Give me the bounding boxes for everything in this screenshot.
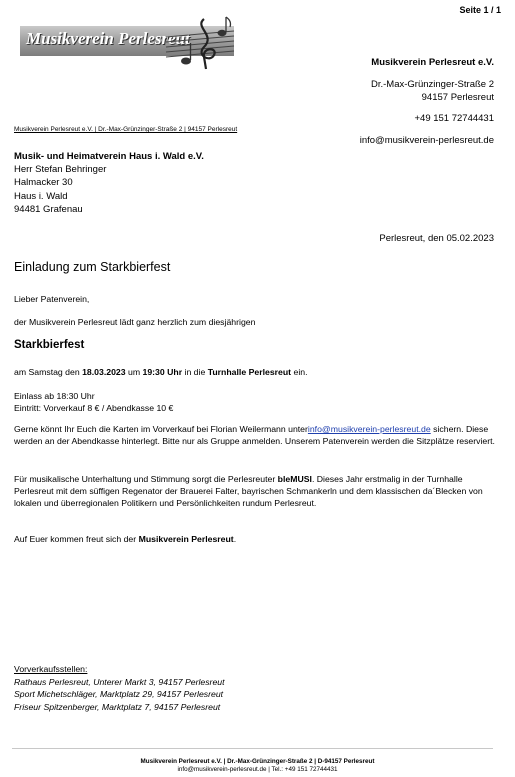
footer-divider <box>12 748 493 749</box>
closing-line <box>14 533 498 545</box>
greeting: Lieber Patenverein, <box>14 294 90 304</box>
intro-text: der Musikverein Perlesreut lädt ganz herzlich zum diesjährigen <box>14 317 256 327</box>
ticket-prices: Eintritt: Vorverkauf 8 € / Abendkasse 10 € <box>14 403 174 413</box>
sender-email[interactable]: info@musikverein-perlesreut.de <box>359 135 494 146</box>
recipient-place: Haus i. Wald <box>14 190 68 202</box>
sender-phone: +49 151 72744431 <box>414 113 494 124</box>
page-number: Seite 1 / 1 <box>459 5 501 15</box>
presale-item: Sport Michetschläger, Marktplatz 29, 94157 Perlesreut <box>14 689 224 699</box>
tickets-email-link[interactable]: info@musikverein-perlesreut.de <box>307 424 431 434</box>
band-name: bleMUSI <box>277 474 312 484</box>
recipient-street: Halmacker 30 <box>14 177 73 189</box>
logo-text: Musikverein Perlesreut <box>26 29 190 48</box>
event-date: 18.03.2023 <box>82 367 126 377</box>
presale-item: Rathaus Perlesreut, Unterer Markt 3, 94157 Perlesreut <box>14 676 225 687</box>
event-time: 19:30 Uhr <box>142 367 183 377</box>
admission-info <box>14 390 498 414</box>
event-title: Starkbierfest <box>14 339 85 351</box>
recipient-person: Herr Stefan Behringer <box>14 164 107 176</box>
closing-signature: Musikverein Perlesreut <box>138 534 234 544</box>
letter-subject: Einladung zum Starkbierfest <box>14 260 171 274</box>
letter-date: Perlesreut, den 05.02.2023 <box>379 233 494 244</box>
sender-city: 94157 Perlesreut <box>421 92 494 103</box>
event-venue: Turnhalle Perlesreut <box>207 367 292 377</box>
recipient-city: 94481 Grafenau <box>14 203 83 215</box>
recipient-org: Musik- und Heimatverein Haus i. Wald e.V. <box>14 151 204 162</box>
closing-text: . <box>233 534 237 544</box>
presale-heading: Vorverkaufsstellen: <box>14 664 88 674</box>
footer-address: Musikverein Perlesreut e.V. | Dr.-Max-Grünzinger-Straße 2 | D-94157 Perlesreut <box>140 758 375 765</box>
event-text: ein. <box>291 367 308 377</box>
return-address: Musikverein Perlesreut e.V. | Dr.-Max-Grünzinger-Straße 2 | 94157 Perlesreut <box>14 126 238 133</box>
tickets-text: sichern. Diese werden an der Abendkasse hinterlegt. Bitte nur als Gruppe anmelden. Unserem Patenverein werden die Sitzplätze reserviert. <box>14 424 495 446</box>
music-text: . Dieses Jahr erstmalig in der Turnhalle Perlesreut mit dem süffigen Regenator der Brauerei Falter, bayrischen Schmankerln und dem klassischen da´Blecken von lokalen und überregionalen Politikern und Persönlichkeiten rundum Perlesreut. <box>14 474 483 508</box>
sender-name: Musikverein Perlesreut e.V. <box>371 57 494 68</box>
event-text: um <box>125 367 143 377</box>
logo <box>18 13 236 73</box>
music-text: Für musikalische Unterhaltung und Stimmung sorgt die Perlesreuter <box>14 474 278 484</box>
music-paragraph <box>14 473 498 509</box>
presale-locations <box>14 663 225 713</box>
event-details <box>14 366 498 378</box>
doors-open: Einlass ab 18:30 Uhr <box>14 391 95 401</box>
tickets-paragraph <box>14 423 498 447</box>
recipient-address <box>14 150 204 216</box>
footer-contact: info@musikverein-perlesreut.de | Tel.: +49 151 72744431 <box>177 766 338 773</box>
sender-street: Dr.-Max-Grünzinger-Straße 2 <box>370 79 494 90</box>
event-text: in die <box>182 367 208 377</box>
event-text: am Samstag den <box>14 367 83 377</box>
music-notes-clef-icon <box>164 13 236 73</box>
tickets-text: Gerne könnt Ihr Euch die Karten im Vorverkauf bei Florian Weilermann unter <box>14 424 308 434</box>
presale-item: Friseur Spitzenberger, Marktplatz 7, 94157 Perlesreut <box>14 701 221 712</box>
closing-text: Auf Euer kommen freut sich der <box>14 534 139 544</box>
